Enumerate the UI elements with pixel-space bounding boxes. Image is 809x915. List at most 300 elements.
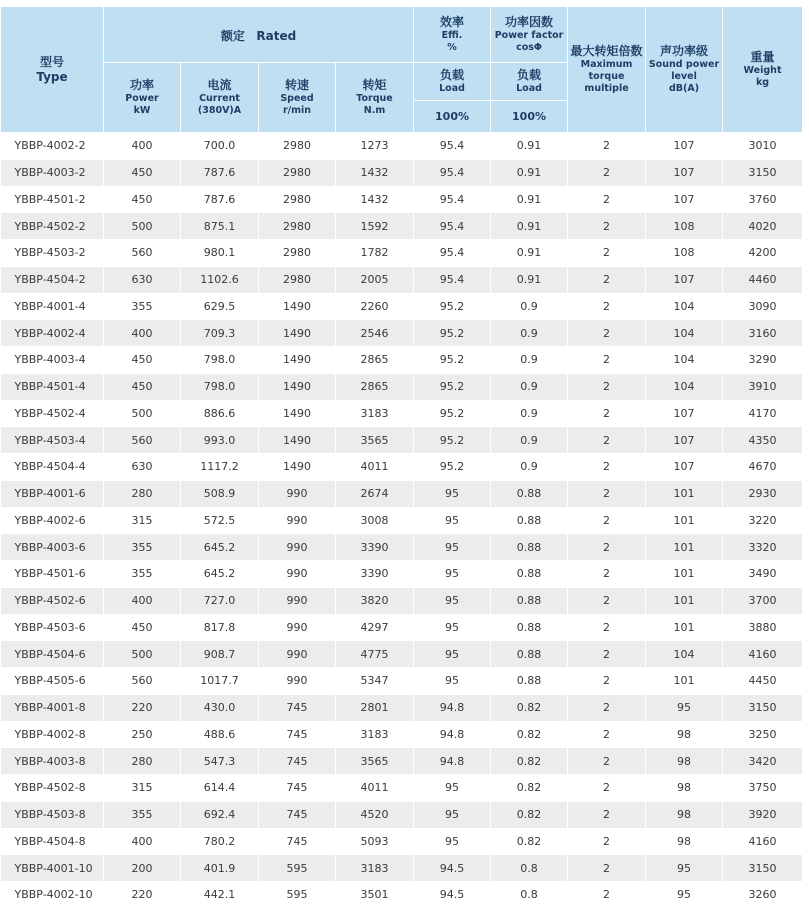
efficiency-percent-header: 100% [414, 101, 491, 133]
weight-cell: 3010 [723, 133, 803, 160]
type-cell: YBBP-4501-2 [1, 186, 104, 213]
power-factor-cell: 0.88 [491, 668, 568, 695]
type-cell: YBBP-4501-6 [1, 561, 104, 588]
torque-cell: 3183 [336, 855, 414, 882]
current-cell: 780.2 [181, 828, 259, 855]
speed-cell: 990 [259, 587, 336, 614]
weight-cell: 4160 [723, 641, 803, 668]
torque-cell: 3183 [336, 400, 414, 427]
power-cell: 400 [104, 587, 181, 614]
torque-header: 转矩 Torque N.m [336, 63, 414, 133]
max-torque-cell: 2 [568, 694, 646, 721]
torque-cell: 2865 [336, 373, 414, 400]
type-cell: YBBP-4001-8 [1, 694, 104, 721]
sound-level-cell: 107 [646, 186, 723, 213]
sound-level-cell: 101 [646, 614, 723, 641]
type-cell: YBBP-4001-6 [1, 480, 104, 507]
power-factor-cell: 0.82 [491, 748, 568, 775]
speed-cell: 990 [259, 668, 336, 695]
torque-cell: 5347 [336, 668, 414, 695]
weight-cell: 3320 [723, 534, 803, 561]
sound-level-cell: 101 [646, 480, 723, 507]
torque-cell: 3501 [336, 882, 414, 909]
efficiency-cell: 95.4 [414, 133, 491, 160]
table-row [1, 882, 803, 909]
power-factor-cell: 0.9 [491, 293, 568, 320]
torque-cell: 2674 [336, 480, 414, 507]
table-row [1, 507, 803, 534]
speed-cell: 595 [259, 882, 336, 909]
speed-header: 转速 Speed r/min [259, 63, 336, 133]
efficiency-cell: 95.4 [414, 240, 491, 267]
torque-cell: 3820 [336, 587, 414, 614]
speed-cell: 2980 [259, 186, 336, 213]
type-cell: YBBP-4504-2 [1, 266, 104, 293]
power-factor-cell: 0.91 [491, 266, 568, 293]
current-cell: 645.2 [181, 534, 259, 561]
power-factor-cell: 0.88 [491, 480, 568, 507]
power-factor-cell: 0.8 [491, 855, 568, 882]
weight-cell: 4200 [723, 240, 803, 267]
power-factor-cell: 0.88 [491, 614, 568, 641]
power-factor-cell: 0.9 [491, 454, 568, 481]
torque-cell: 5093 [336, 828, 414, 855]
table-row [1, 668, 803, 695]
torque-cell: 3390 [336, 561, 414, 588]
weight-cell: 4350 [723, 427, 803, 454]
power-factor-cell: 0.8 [491, 882, 568, 909]
efficiency-cell: 95 [414, 668, 491, 695]
type-cell: YBBP-4504-6 [1, 641, 104, 668]
table-row [1, 828, 803, 855]
torque-cell: 2801 [336, 694, 414, 721]
weight-cell: 4020 [723, 213, 803, 240]
power-cell: 450 [104, 159, 181, 186]
efficiency-cell: 94.5 [414, 882, 491, 909]
type-cell: YBBP-4002-8 [1, 721, 104, 748]
speed-cell: 2980 [259, 240, 336, 267]
max-torque-cell: 2 [568, 480, 646, 507]
torque-cell: 2865 [336, 347, 414, 374]
table-row [1, 694, 803, 721]
weight-cell: 4170 [723, 400, 803, 427]
weight-cell: 3290 [723, 347, 803, 374]
weight-cell: 3920 [723, 801, 803, 828]
current-cell: 442.1 [181, 882, 259, 909]
power-factor-cell: 0.82 [491, 775, 568, 802]
current-cell: 614.4 [181, 775, 259, 802]
max-torque-cell: 2 [568, 320, 646, 347]
weight-cell: 3150 [723, 159, 803, 186]
efficiency-cell: 95.4 [414, 159, 491, 186]
type-cell: YBBP-4504-4 [1, 454, 104, 481]
power-cell: 450 [104, 614, 181, 641]
table-row [1, 133, 803, 160]
weight-cell: 3150 [723, 694, 803, 721]
weight-cell: 3260 [723, 882, 803, 909]
type-cell: YBBP-4503-4 [1, 427, 104, 454]
max-torque-cell: 2 [568, 534, 646, 561]
table-row [1, 347, 803, 374]
power-cell: 400 [104, 828, 181, 855]
max-torque-cell: 2 [568, 159, 646, 186]
power-cell: 355 [104, 561, 181, 588]
efficiency-cell: 95.2 [414, 454, 491, 481]
sound-level-cell: 98 [646, 721, 723, 748]
torque-cell: 2546 [336, 320, 414, 347]
efficiency-header: 效率 Effi. % [414, 7, 491, 63]
sound-level-cell: 107 [646, 159, 723, 186]
weight-cell: 3220 [723, 507, 803, 534]
speed-cell: 990 [259, 561, 336, 588]
efficiency-cell: 95.4 [414, 266, 491, 293]
sound-level-cell: 108 [646, 213, 723, 240]
table-row [1, 427, 803, 454]
efficiency-cell: 95 [414, 828, 491, 855]
power-factor-cell: 0.9 [491, 347, 568, 374]
type-cell: YBBP-4502-2 [1, 213, 104, 240]
power-factor-cell: 0.9 [491, 427, 568, 454]
max-torque-cell: 2 [568, 828, 646, 855]
table-row [1, 213, 803, 240]
power-cell: 450 [104, 373, 181, 400]
speed-cell: 1490 [259, 347, 336, 374]
power-cell: 280 [104, 480, 181, 507]
sound-level-cell: 95 [646, 855, 723, 882]
power-cell: 280 [104, 748, 181, 775]
speed-cell: 1490 [259, 427, 336, 454]
sound-level-cell: 104 [646, 373, 723, 400]
sound-level-cell: 107 [646, 133, 723, 160]
sound-level-cell: 101 [646, 587, 723, 614]
power-cell: 500 [104, 213, 181, 240]
torque-cell: 4011 [336, 775, 414, 802]
power-factor-cell: 0.82 [491, 801, 568, 828]
power-cell: 400 [104, 320, 181, 347]
power-factor-cell: 0.91 [491, 133, 568, 160]
motor-spec-table [0, 6, 803, 909]
type-cell: YBBP-4001-4 [1, 293, 104, 320]
table-body [1, 133, 803, 909]
weight-cell: 3760 [723, 186, 803, 213]
speed-cell: 990 [259, 480, 336, 507]
max-torque-cell: 2 [568, 133, 646, 160]
efficiency-load-header: 负载 Load [414, 63, 491, 101]
type-cell: YBBP-4503-2 [1, 240, 104, 267]
table-row [1, 775, 803, 802]
weight-cell: 3150 [723, 855, 803, 882]
max-torque-cell: 2 [568, 561, 646, 588]
table-row [1, 614, 803, 641]
torque-cell: 2260 [336, 293, 414, 320]
power-factor-cell: 0.82 [491, 828, 568, 855]
sound-level-cell: 101 [646, 534, 723, 561]
power-cell: 400 [104, 133, 181, 160]
power-factor-cell: 0.91 [491, 186, 568, 213]
sound-level-cell: 104 [646, 320, 723, 347]
sound-level-cell: 101 [646, 507, 723, 534]
speed-cell: 745 [259, 748, 336, 775]
table-row [1, 721, 803, 748]
type-cell: YBBP-4002-10 [1, 882, 104, 909]
efficiency-cell: 95.2 [414, 293, 491, 320]
table-row [1, 801, 803, 828]
current-cell: 508.9 [181, 480, 259, 507]
speed-cell: 1490 [259, 373, 336, 400]
table-row [1, 293, 803, 320]
speed-cell: 595 [259, 855, 336, 882]
max-torque-cell: 2 [568, 400, 646, 427]
sound-level-cell: 108 [646, 240, 723, 267]
efficiency-cell: 95 [414, 507, 491, 534]
speed-cell: 2980 [259, 266, 336, 293]
power-cell: 355 [104, 534, 181, 561]
efficiency-cell: 95.2 [414, 373, 491, 400]
type-cell: YBBP-4501-4 [1, 373, 104, 400]
current-cell: 727.0 [181, 587, 259, 614]
current-cell: 488.6 [181, 721, 259, 748]
torque-cell: 4297 [336, 614, 414, 641]
table-row [1, 855, 803, 882]
speed-cell: 745 [259, 828, 336, 855]
weight-cell: 3090 [723, 293, 803, 320]
speed-cell: 1490 [259, 320, 336, 347]
sound-level-cell: 104 [646, 641, 723, 668]
efficiency-cell: 95 [414, 480, 491, 507]
efficiency-cell: 95.4 [414, 213, 491, 240]
power-cell: 315 [104, 507, 181, 534]
torque-cell: 3390 [336, 534, 414, 561]
sound-level-cell: 98 [646, 801, 723, 828]
current-cell: 798.0 [181, 347, 259, 374]
weight-cell: 4160 [723, 828, 803, 855]
power-cell: 500 [104, 641, 181, 668]
weight-cell: 3490 [723, 561, 803, 588]
speed-cell: 2980 [259, 213, 336, 240]
max-torque-cell: 2 [568, 614, 646, 641]
efficiency-cell: 95 [414, 534, 491, 561]
type-cell: YBBP-4503-6 [1, 614, 104, 641]
type-cell: YBBP-4503-8 [1, 801, 104, 828]
speed-cell: 2980 [259, 159, 336, 186]
power-cell: 560 [104, 240, 181, 267]
efficiency-cell: 95 [414, 561, 491, 588]
power-cell: 315 [104, 775, 181, 802]
efficiency-cell: 95.4 [414, 186, 491, 213]
table-row [1, 320, 803, 347]
power-factor-cell: 0.9 [491, 400, 568, 427]
max-torque-cell: 2 [568, 882, 646, 909]
sound-level-cell: 107 [646, 454, 723, 481]
current-cell: 1102.6 [181, 266, 259, 293]
power-cell: 500 [104, 400, 181, 427]
power-cell: 220 [104, 694, 181, 721]
current-cell: 787.6 [181, 186, 259, 213]
power-factor-cell: 0.88 [491, 561, 568, 588]
speed-cell: 745 [259, 694, 336, 721]
max-torque-cell: 2 [568, 454, 646, 481]
current-cell: 993.0 [181, 427, 259, 454]
efficiency-cell: 94.8 [414, 721, 491, 748]
speed-cell: 2980 [259, 133, 336, 160]
sound-level-header: 声功率级 Sound power level dB(A) [646, 7, 723, 133]
torque-cell: 1782 [336, 240, 414, 267]
efficiency-cell: 94.5 [414, 855, 491, 882]
efficiency-cell: 95 [414, 587, 491, 614]
type-cell: YBBP-4003-6 [1, 534, 104, 561]
efficiency-cell: 95 [414, 641, 491, 668]
current-cell: 629.5 [181, 293, 259, 320]
current-cell: 709.3 [181, 320, 259, 347]
power-factor-cell: 0.82 [491, 694, 568, 721]
type-cell: YBBP-4003-2 [1, 159, 104, 186]
torque-cell: 3565 [336, 427, 414, 454]
power-cell: 220 [104, 882, 181, 909]
power-cell: 630 [104, 454, 181, 481]
weight-cell: 3750 [723, 775, 803, 802]
torque-cell: 3183 [336, 721, 414, 748]
efficiency-cell: 95.2 [414, 400, 491, 427]
sound-level-cell: 98 [646, 775, 723, 802]
torque-cell: 1592 [336, 213, 414, 240]
table-row [1, 159, 803, 186]
efficiency-cell: 94.8 [414, 748, 491, 775]
current-cell: 700.0 [181, 133, 259, 160]
type-cell: YBBP-4002-4 [1, 320, 104, 347]
max-torque-cell: 2 [568, 748, 646, 775]
power-factor-cell: 0.88 [491, 507, 568, 534]
sound-level-cell: 107 [646, 427, 723, 454]
torque-cell: 3565 [336, 748, 414, 775]
efficiency-cell: 95.2 [414, 427, 491, 454]
max-torque-cell: 2 [568, 721, 646, 748]
type-cell: YBBP-4003-4 [1, 347, 104, 374]
sound-level-cell: 95 [646, 694, 723, 721]
current-cell: 886.6 [181, 400, 259, 427]
sound-level-cell: 107 [646, 266, 723, 293]
power-factor-cell: 0.91 [491, 213, 568, 240]
torque-cell: 4775 [336, 641, 414, 668]
table-row [1, 561, 803, 588]
efficiency-cell: 95 [414, 775, 491, 802]
sound-level-cell: 98 [646, 828, 723, 855]
torque-cell: 1273 [336, 133, 414, 160]
table-row [1, 400, 803, 427]
max-torque-header: 最大转矩倍数 Maximum torque multiple [568, 7, 646, 133]
speed-cell: 1490 [259, 293, 336, 320]
sound-level-cell: 101 [646, 668, 723, 695]
table-row [1, 186, 803, 213]
type-cell: YBBP-4504-8 [1, 828, 104, 855]
power-cell: 250 [104, 721, 181, 748]
weight-cell: 3880 [723, 614, 803, 641]
torque-cell: 3008 [336, 507, 414, 534]
speed-cell: 1490 [259, 454, 336, 481]
sound-level-cell: 104 [646, 293, 723, 320]
power-factor-percent-header: 100% [491, 101, 568, 133]
efficiency-cell: 95.2 [414, 347, 491, 374]
speed-cell: 990 [259, 614, 336, 641]
torque-cell: 4011 [336, 454, 414, 481]
current-cell: 547.3 [181, 748, 259, 775]
current-cell: 817.8 [181, 614, 259, 641]
torque-cell: 1432 [336, 159, 414, 186]
weight-cell: 3910 [723, 373, 803, 400]
power-factor-cell: 0.88 [491, 641, 568, 668]
power-cell: 450 [104, 347, 181, 374]
current-cell: 692.4 [181, 801, 259, 828]
efficiency-cell: 95.2 [414, 320, 491, 347]
type-cell: YBBP-4003-8 [1, 748, 104, 775]
speed-cell: 990 [259, 507, 336, 534]
max-torque-cell: 2 [568, 373, 646, 400]
max-torque-cell: 2 [568, 213, 646, 240]
power-factor-cell: 0.82 [491, 721, 568, 748]
max-torque-cell: 2 [568, 240, 646, 267]
power-factor-load-header: 负载 Load [491, 63, 568, 101]
current-cell: 401.9 [181, 855, 259, 882]
speed-cell: 745 [259, 721, 336, 748]
max-torque-cell: 2 [568, 266, 646, 293]
max-torque-cell: 2 [568, 293, 646, 320]
type-cell: YBBP-4001-10 [1, 855, 104, 882]
max-torque-cell: 2 [568, 641, 646, 668]
speed-cell: 990 [259, 641, 336, 668]
power-cell: 200 [104, 855, 181, 882]
current-cell: 980.1 [181, 240, 259, 267]
max-torque-cell: 2 [568, 668, 646, 695]
type-cell: YBBP-4502-4 [1, 400, 104, 427]
power-cell: 355 [104, 293, 181, 320]
current-cell: 798.0 [181, 373, 259, 400]
weight-cell: 4450 [723, 668, 803, 695]
table-row [1, 373, 803, 400]
type-cell: YBBP-4505-6 [1, 668, 104, 695]
type-cell: YBBP-4002-6 [1, 507, 104, 534]
power-header: 功率 Power kW [104, 63, 181, 133]
speed-cell: 990 [259, 534, 336, 561]
speed-cell: 745 [259, 801, 336, 828]
torque-cell: 2005 [336, 266, 414, 293]
torque-cell: 4520 [336, 801, 414, 828]
sound-level-cell: 107 [646, 400, 723, 427]
table-row [1, 480, 803, 507]
torque-cell: 1432 [336, 186, 414, 213]
weight-cell: 3700 [723, 587, 803, 614]
power-factor-cell: 0.88 [491, 534, 568, 561]
max-torque-cell: 2 [568, 507, 646, 534]
max-torque-cell: 2 [568, 855, 646, 882]
table-row [1, 534, 803, 561]
max-torque-cell: 2 [568, 427, 646, 454]
table-row [1, 587, 803, 614]
table-row [1, 454, 803, 481]
power-factor-cell: 0.9 [491, 373, 568, 400]
max-torque-cell: 2 [568, 347, 646, 374]
speed-cell: 745 [259, 775, 336, 802]
current-cell: 908.7 [181, 641, 259, 668]
efficiency-cell: 95 [414, 801, 491, 828]
type-cell: YBBP-4002-2 [1, 133, 104, 160]
power-cell: 450 [104, 186, 181, 213]
max-torque-cell: 2 [568, 801, 646, 828]
current-cell: 1117.2 [181, 454, 259, 481]
current-cell: 787.6 [181, 159, 259, 186]
sound-level-cell: 98 [646, 748, 723, 775]
weight-cell: 2930 [723, 480, 803, 507]
power-factor-cell: 0.91 [491, 240, 568, 267]
current-header: 电流 Current (380V)A [181, 63, 259, 133]
